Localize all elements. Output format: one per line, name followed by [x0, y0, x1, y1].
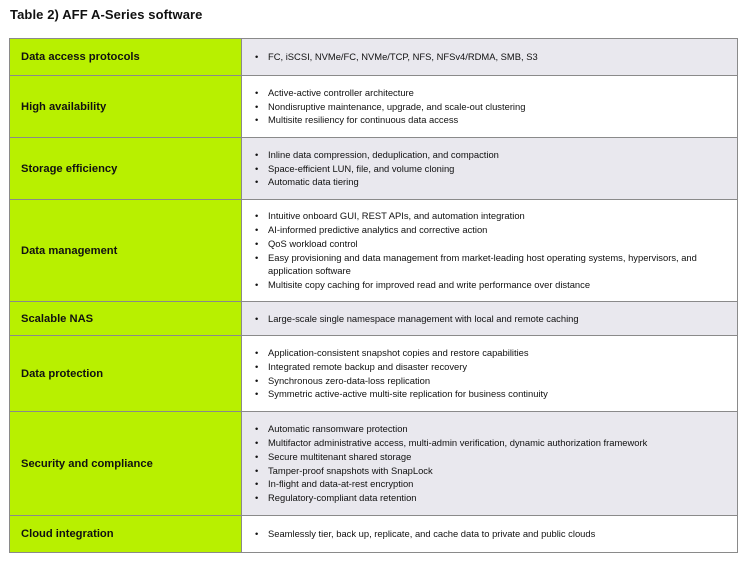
- row-content: [242, 516, 738, 553]
- table-row: [10, 200, 738, 302]
- row-content: [242, 138, 738, 200]
- list-item: • QoS workload control: [254, 237, 729, 251]
- table-row: [10, 302, 738, 336]
- row-content: [242, 200, 738, 302]
- list-item: • Intuitive onboard GUI, REST APIs, and automation integration: [254, 209, 729, 223]
- list-item: • Regulatory-compliant data retention: [254, 491, 729, 505]
- list-item: • Symmetric active-active multi-site replication for business continuity: [254, 387, 729, 401]
- row-label: Data access protocols: [10, 39, 242, 76]
- list-item: • Seamlessly tier, back up, replicate, and cache data to private and public clouds: [254, 527, 729, 541]
- row-label: Data management: [10, 200, 242, 302]
- bullet-list: [254, 527, 729, 541]
- list-item: • Automatic ransomware protection: [254, 422, 729, 436]
- table-row: [10, 76, 738, 138]
- row-content: [242, 39, 738, 76]
- software-table: [9, 38, 738, 553]
- list-item: • Multifactor administrative access, multi-admin verification, dynamic authorization framework: [254, 436, 729, 450]
- table-row: [10, 412, 738, 516]
- list-item: • Active-active controller architecture: [254, 86, 729, 100]
- list-item: • FC, iSCSI, NVMe/FC, NVMe/TCP, NFS, NFSv4/RDMA, SMB, S3: [254, 50, 729, 64]
- list-item: • Large-scale single namespace management with local and remote caching: [254, 312, 729, 326]
- bullet-list: [254, 346, 729, 401]
- list-item: • Tamper-proof snapshots with SnapLock: [254, 464, 729, 478]
- bullet-list: [254, 422, 729, 505]
- list-item: • In-flight and data-at-rest encryption: [254, 477, 729, 491]
- table-row: [10, 336, 738, 412]
- list-item: • Application-consistent snapshot copies and restore capabilities: [254, 346, 729, 360]
- table-caption: Table 2) AFF A-Series software: [10, 7, 203, 22]
- list-item: • Synchronous zero-data-loss replication: [254, 374, 729, 388]
- bullet-list: [254, 50, 729, 64]
- row-content: [242, 302, 738, 336]
- list-item: • Secure multitenant shared storage: [254, 450, 729, 464]
- list-item: • Automatic data tiering: [254, 175, 729, 189]
- list-item: • Nondisruptive maintenance, upgrade, and scale-out clustering: [254, 100, 729, 114]
- row-label: Security and compliance: [10, 412, 242, 516]
- row-label: Cloud integration: [10, 516, 242, 553]
- row-label: High availability: [10, 76, 242, 138]
- list-item: • Inline data compression, deduplication, and compaction: [254, 148, 729, 162]
- list-item: • Multisite resiliency for continuous data access: [254, 113, 729, 127]
- row-content: [242, 76, 738, 138]
- table-row: [10, 516, 738, 553]
- row-label: Storage efficiency: [10, 138, 242, 200]
- bullet-list: [254, 209, 729, 292]
- list-item: • Multisite copy caching for improved read and write performance over distance: [254, 278, 729, 292]
- table-row: [10, 39, 738, 76]
- bullet-list: [254, 312, 729, 326]
- table-row: [10, 138, 738, 200]
- row-label: Data protection: [10, 336, 242, 412]
- bullet-list: [254, 148, 729, 189]
- list-item: • Easy provisioning and data management from market-leading host operating systems, hypervisors, and application software: [254, 251, 729, 279]
- row-label: Scalable NAS: [10, 302, 242, 336]
- row-content: [242, 336, 738, 412]
- list-item: • Integrated remote backup and disaster recovery: [254, 360, 729, 374]
- bullet-list: [254, 86, 729, 127]
- list-item: • AI-informed predictive analytics and corrective action: [254, 223, 729, 237]
- row-content: [242, 412, 738, 516]
- list-item: • Space-efficient LUN, file, and volume cloning: [254, 162, 729, 176]
